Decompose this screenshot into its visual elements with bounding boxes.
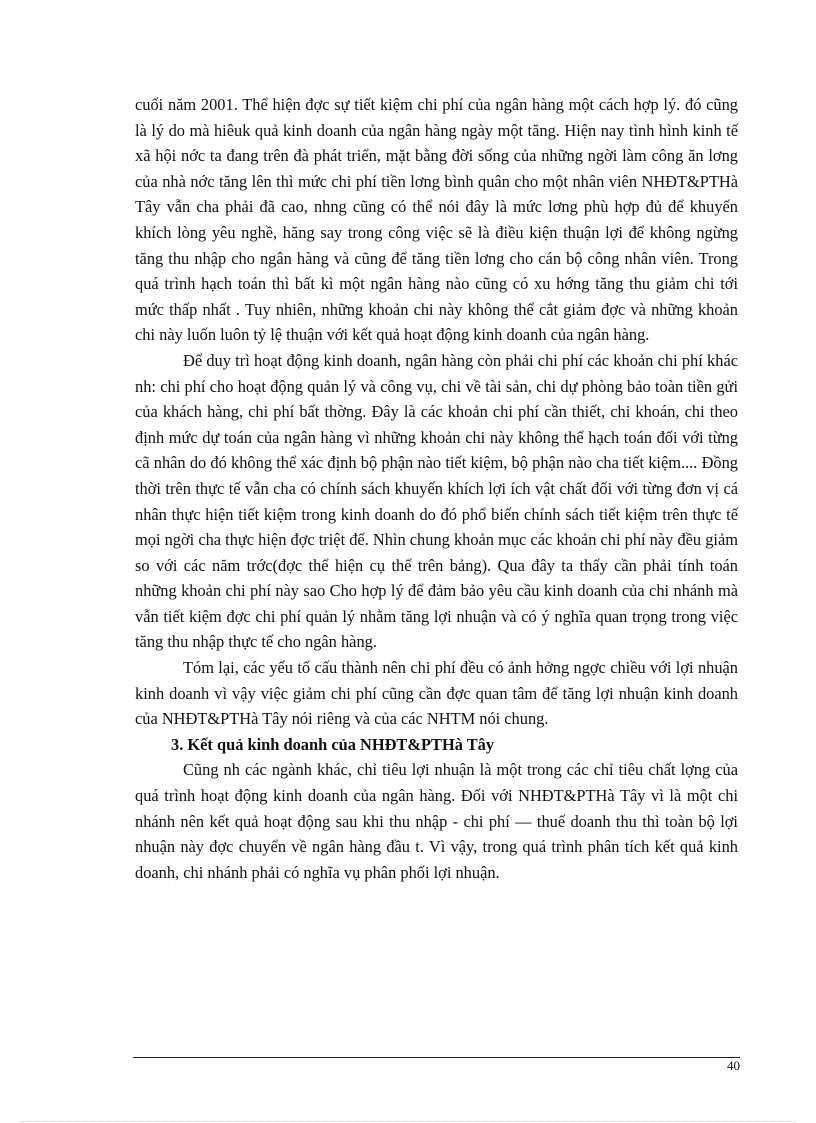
paragraph-other-expenses: Để duy trì hoạt động kinh doanh, ngân hàng còn phải chi phí các khoản chi phí khác nh: chi phí cho hoạt động quản lý và công vụ, chi về tài sản, chi dự phòng bảo toàn tiền gửi của khách hàng, chi phí bất thờng. Đây là các khoản chi phí cần thiết, chi khoán, chi theo định mức dự toán của ngân hàng vì những khoản chi này không thể hạch toán đối với từng cã nhân do đó không thể xác định bộ phận nào tiết kiệm, bộ phận nào cha tiết kiệm.... Đồng thời trên thực tế vẫn cha có chính sách khuyến khích lợi ích vật chất đối với từng đơn vị cá nhân thực hiện tiết kiệm trong kinh doanh do đó phổ biến chính sách tiết kiệm trên thực tế mọi ngời cha thực hiện đợc triệt để. Nhìn chung khoản mục các khoản chi phí này đều giảm so với các năm trớc(đợc thể hiện cụ thể trên bảng). Qua đây ta thấy cần phải tính toán những khoản chi phí này sao Cho hợp lý để đảm bảo yêu cầu kinh doanh của chi nhánh mà vẫn tiết kiệm đợc chi phí quản lý nhằm tăng lợi nhuận và có ý nghĩa quan trọng trong việc tăng thu nhập thực tế cho ngân hàng.	[135, 350, 738, 652]
section-heading: 3. Kết quả kinh doanh của NHĐT&PTHà Tây	[171, 734, 495, 754]
page-number: 40	[727, 1058, 740, 1073]
paragraph-continuation: cuối năm 2001. Thể hiện đợc sự tiết kiệm chi phí của ngân hàng một cách hợp lý. đó cũng là lý do mà hiêuk quả kinh doanh của ngân hàng ngày một tăng. Hiện nay tình hình kinh tế xã hội nớc ta đang trên đà phát triển, mặt bằng đời sống của những ngời làm công ăn lơng của nhà nớc tăng lên thì mức chi phí tiền lơng bình quân cho một nhân viên NHĐT&PTHà Tây vẫn cha phải đã cao, nhng cũng có thể nói đây là mức lơng phù hợp đủ để khuyến khích lòng yêu nghề, hăng say trong công việc sẽ là điều kiện thuận lợi để không ngừng tăng thu nhập cho ngân hàng và cũng để tăng tiền lơng cho cán bộ công nhân viên. Trong quá trình hạch toán thì bất kì một ngân hàng nào cũng có xu hớng tăng thu giảm chi tới mức thấp nhất . Tuy nhiên, những khoản chi này không thể cắt giảm đợc và những khoản chi này luốn luôn tỷ lệ thuận với kết quả hoạt động kinh doanh của ngân hàng.	[135, 95, 738, 345]
paragraph-business-results: Cũng nh các ngành khác, chỉ tiêu lợi nhuận là một trong các chỉ tiêu chất lợng của quá trình hoạt động kinh doanh của ngân hàng. Đối với NHĐT&PTHà Tây vì là một chi nhánh nên kết quả hoạt động sau khi thu nhập - chi phí — thuế doanh thu thì toàn bộ lợi nhuận này đợc chuyển về ngân hàng đầu t. Vì vậy, trong quá trình phân tích kết quả kinh doanh, chi nhánh phải có nghĩa vụ phân phối lợi nhuận.	[135, 760, 738, 882]
footer-rule	[133, 1057, 740, 1058]
body-text	[135, 92, 738, 885]
paragraph-summary: Tóm lại, các yếu tố cấu thành nên chi phí đều có ảnh hởng ngợc chiều với lợi nhuận kinh doanh vì vậy việc giảm chi phí cũng cần đợc quan tâm để tăng lợi nhuận kinh doanh của NHĐT&PTHà Tây nói riêng và của các NHTM nói chung.	[135, 658, 738, 729]
page-bottom-border	[20, 1121, 796, 1122]
